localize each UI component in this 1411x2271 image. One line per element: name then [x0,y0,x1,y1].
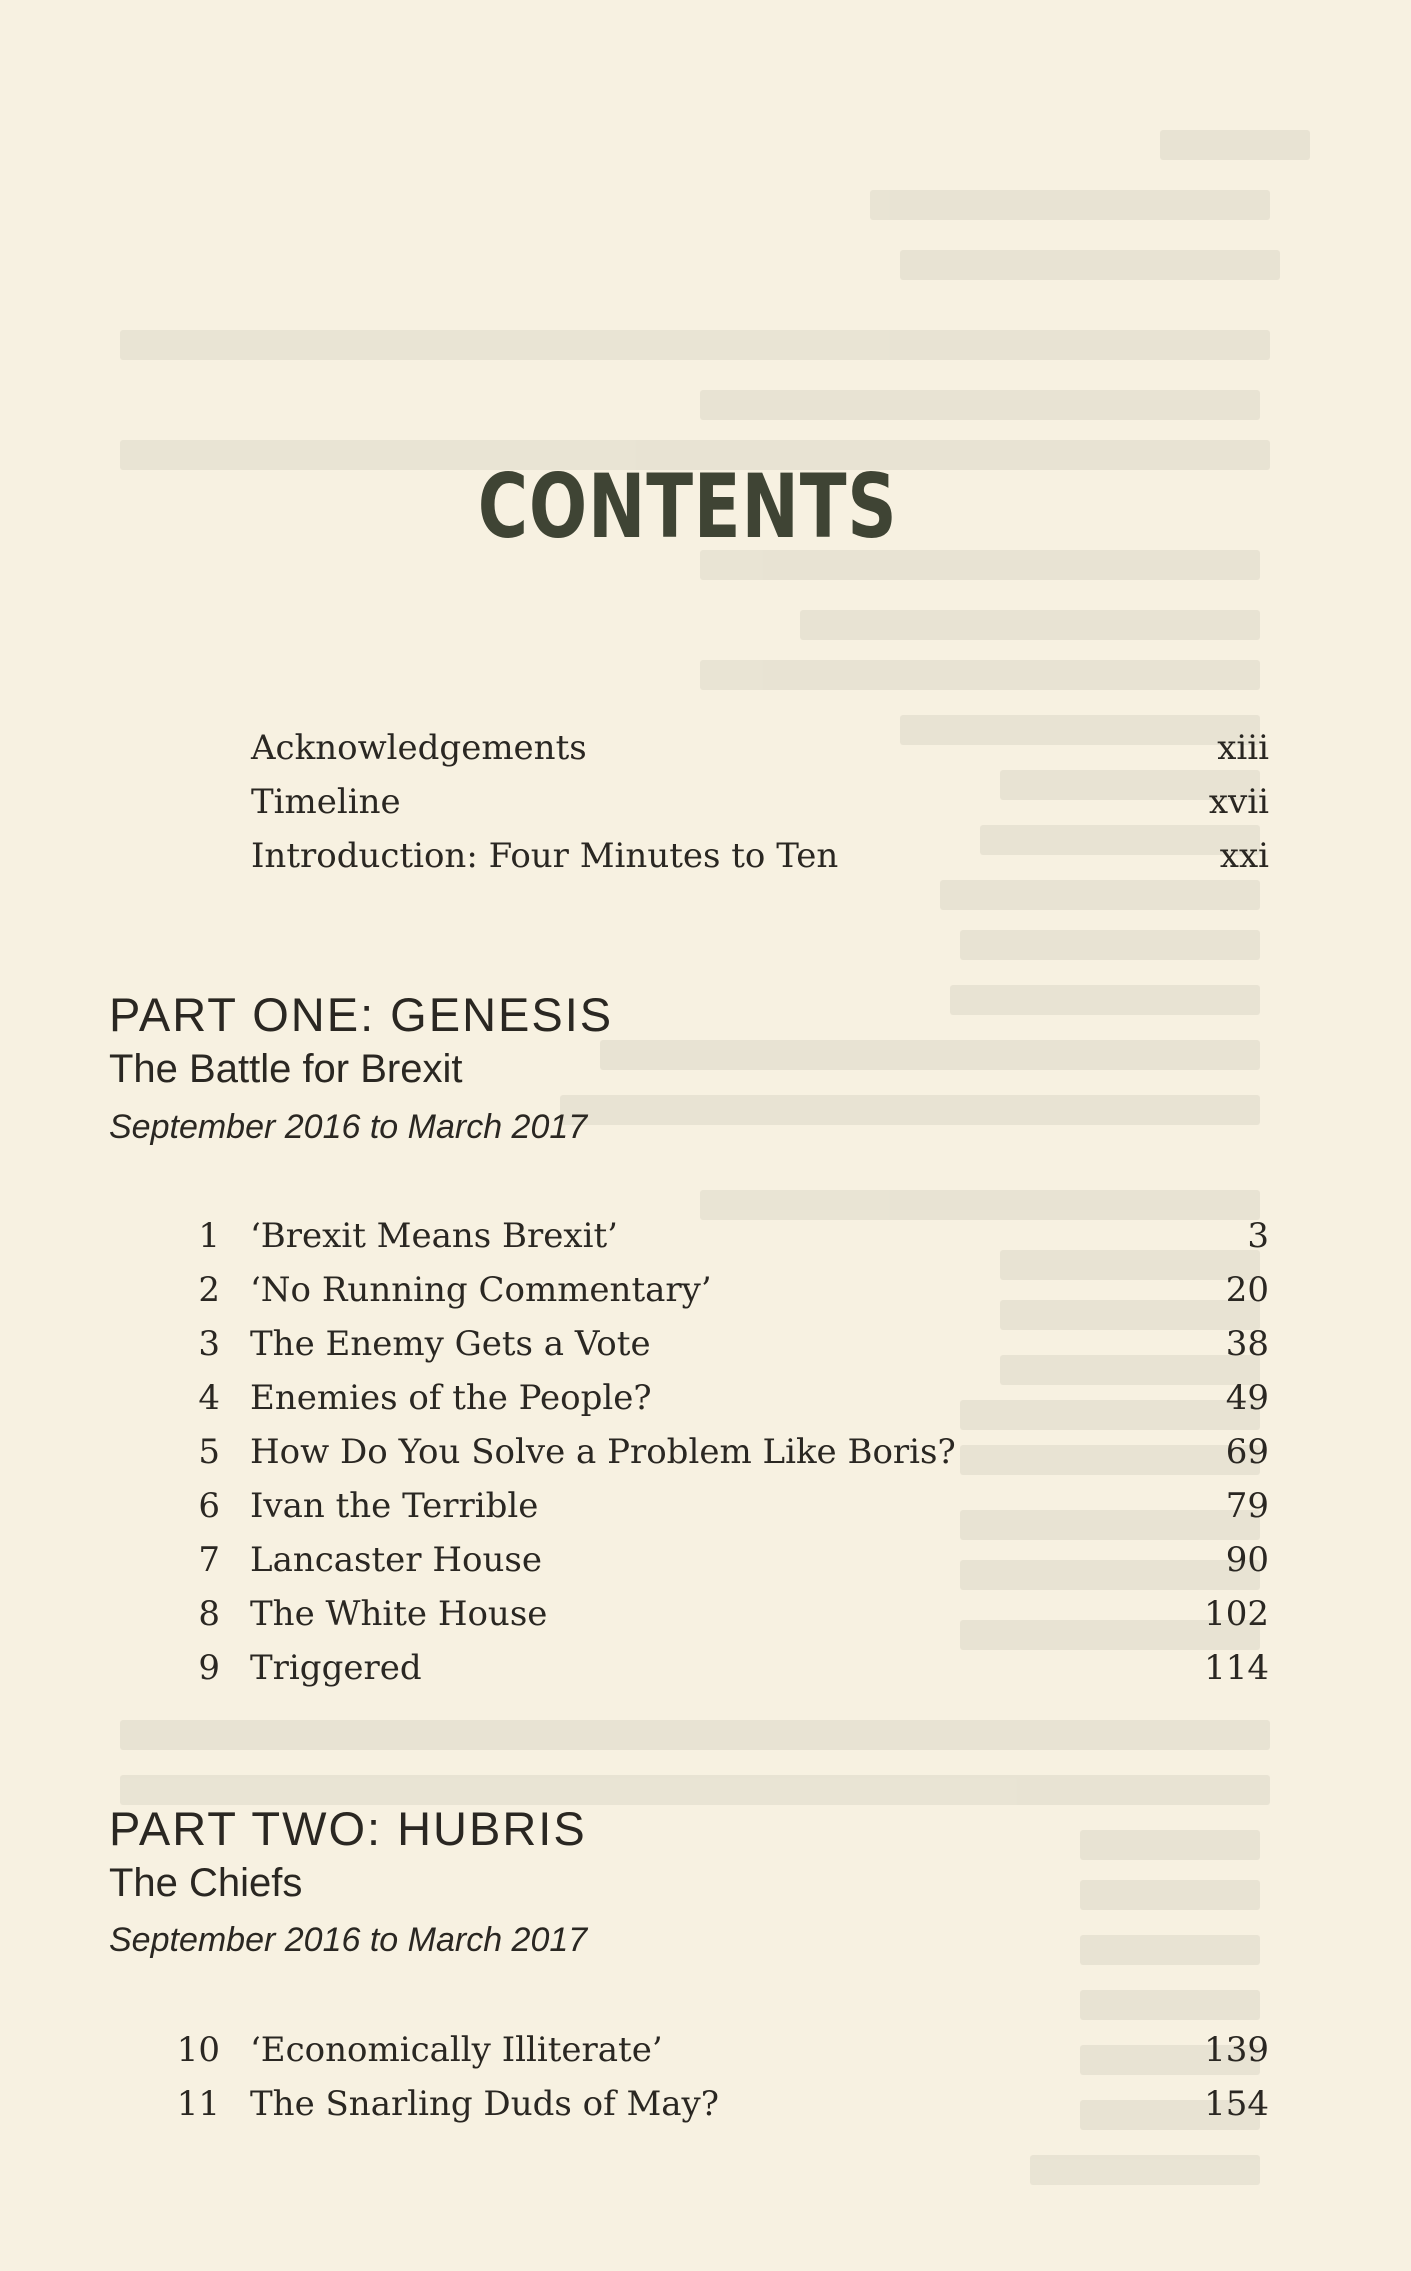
chapter-title: How Do You Solve a Problem Like Boris? [250,1432,956,1472]
chapter-number: 4 [198,1378,220,1418]
chapter-title: ‘Brexit Means Brexit’ [250,1216,618,1256]
chapter-title: ‘Economically Illiterate’ [250,2030,663,2070]
part-heading: PART ONE: GENESIS [109,988,614,1041]
entry-label: Timeline [251,782,401,822]
part-dates: September 2016 to March 2017 [109,1108,588,1146]
chapter-page-number: 114 [1204,1648,1269,1688]
entry-page-number: xiii [1217,728,1269,768]
part-subtitle: The Battle for Brexit [109,1047,463,1091]
chapter-page-number: 3 [1247,1216,1269,1256]
chapter-title: The White House [250,1594,548,1634]
chapter-page-number: 79 [1225,1486,1269,1526]
chapter-page-number: 102 [1204,1594,1269,1634]
entry-page-number: xvii [1208,782,1269,822]
entry-page-number: xxi [1219,836,1269,876]
chapter-number: 8 [198,1594,220,1634]
chapter-title: The Enemy Gets a Vote [250,1324,651,1364]
chapter-number: 5 [198,1432,220,1472]
chapter-title: Enemies of the People? [250,1378,652,1418]
chapter-page-number: 90 [1225,1540,1269,1580]
list-item [251,782,401,822]
chapter-page-number: 20 [1225,1270,1269,1310]
chapter-title: Lancaster House [250,1540,542,1580]
chapter-title: Triggered [250,1648,422,1688]
entry-label: Acknowledgements [251,728,587,768]
part-dates: September 2016 to March 2017 [109,1921,588,1959]
chapter-number: 9 [198,1648,220,1688]
chapter-page-number: 69 [1225,1432,1269,1472]
chapter-number: 6 [198,1486,220,1526]
list-item [251,728,587,768]
chapter-title: The Snarling Duds of May? [250,2084,719,2124]
chapter-number: 7 [198,1540,220,1580]
page-title: CONTENTS [477,455,898,558]
chapter-number: 10 [176,2030,220,2070]
chapter-title: Ivan the Terrible [250,1486,539,1526]
chapter-number: 1 [198,1216,220,1256]
chapter-number: 11 [176,2084,220,2124]
chapter-page-number: 154 [1204,2084,1269,2124]
chapter-page-number: 139 [1204,2030,1269,2070]
chapter-page-number: 49 [1225,1378,1269,1418]
list-item [251,836,838,876]
part-heading: PART TWO: HUBRIS [109,1802,587,1855]
chapter-number: 2 [198,1270,220,1310]
chapter-title: ‘No Running Commentary’ [250,1270,712,1310]
part-subtitle: The Chiefs [109,1861,303,1905]
chapter-page-number: 38 [1225,1324,1269,1364]
chapter-number: 3 [198,1324,220,1364]
entry-label: Introduction: Four Minutes to Ten [251,836,839,876]
